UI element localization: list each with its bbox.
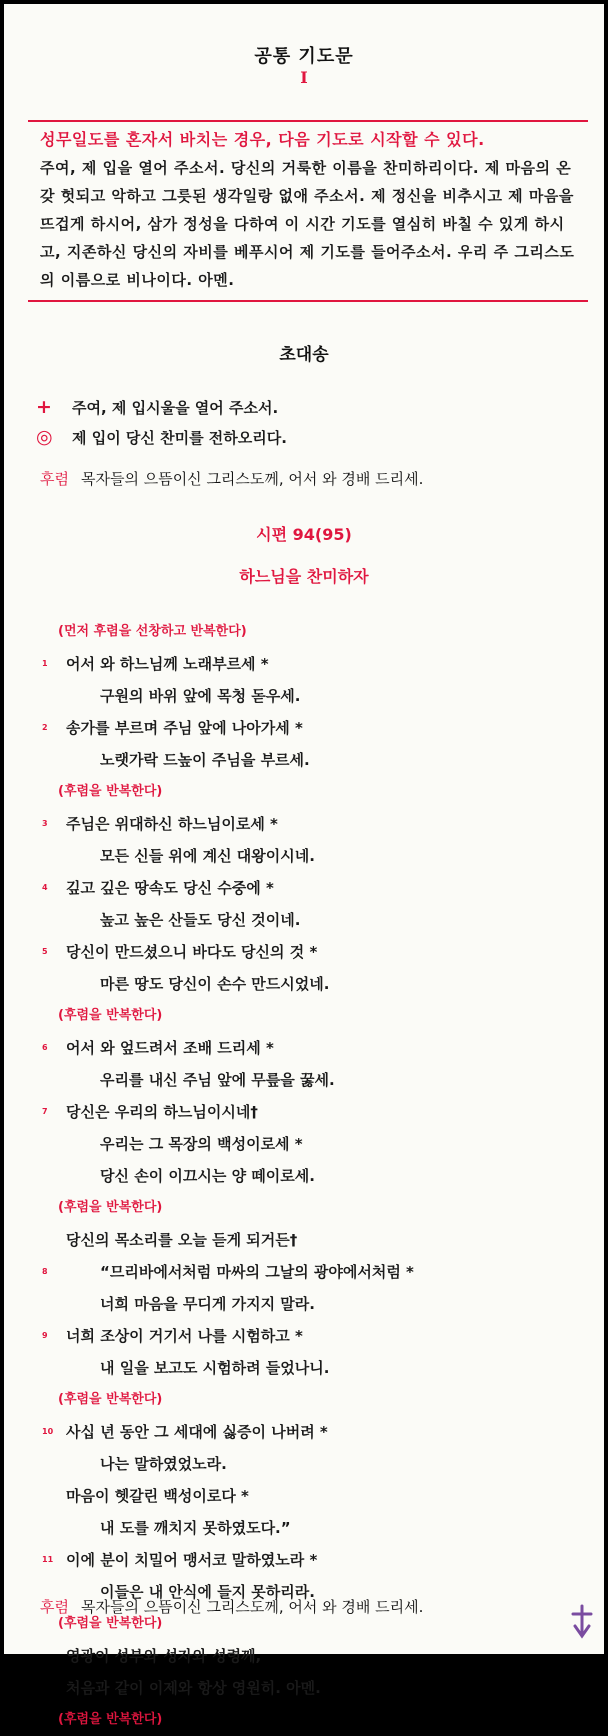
line-text: 당신의 목소리를 오늘 듣게 되거든† bbox=[66, 1231, 298, 1249]
psalm-line bbox=[40, 1416, 580, 1448]
section-numeral: I bbox=[300, 68, 308, 87]
line-text: 깊고 깊은 땅속도 당신 수중에 * bbox=[66, 879, 274, 897]
line-text: 당신이 만드셨으니 바다도 당신의 것 * bbox=[66, 943, 318, 961]
psalm-number: 시편 94(95) bbox=[256, 525, 352, 544]
response-line bbox=[36, 422, 287, 452]
psalm-line bbox=[40, 680, 580, 712]
verse-number: 10 bbox=[42, 1427, 54, 1436]
line-text: 우리는 그 목장의 백성이로세 * bbox=[100, 1135, 303, 1153]
psalm-line bbox=[40, 1320, 580, 1352]
line-text: 마른 땅도 당신이 손수 만드시었네. bbox=[100, 975, 330, 993]
repeat-rubric bbox=[40, 1192, 580, 1224]
line-text: 구원의 바위 앞에 목청 돋우세. bbox=[100, 687, 301, 705]
psalm-line bbox=[40, 1544, 580, 1576]
repeat-rubric bbox=[40, 1704, 580, 1736]
psalm-line bbox=[40, 1512, 580, 1544]
line-text: (후렴을 반복한다) bbox=[58, 1392, 163, 1407]
line-text: 영광이 성부와 성자와 성령께, bbox=[66, 1647, 262, 1665]
antiphon-text: 목자들의 으뜸이신 그리스도께, 어서 와 경배 드리세. bbox=[80, 1598, 424, 1616]
line-text: 당신 손이 이끄시는 양 떼이로세. bbox=[100, 1167, 315, 1185]
psalm-line bbox=[40, 1288, 580, 1320]
verse-number: 3 bbox=[42, 819, 48, 828]
response-circle-icon: ◎ bbox=[36, 426, 53, 448]
psalm-line bbox=[40, 1672, 580, 1704]
psalm-line bbox=[40, 872, 580, 904]
verse-number: 1 bbox=[42, 659, 48, 668]
line-text: 송가를 부르며 주님 앞에 나아가세 * bbox=[66, 719, 303, 737]
line-text: 모든 신들 위에 계신 대왕이시네. bbox=[100, 847, 315, 865]
antiphon-label: 후렴 bbox=[40, 470, 69, 488]
psalm-line bbox=[40, 968, 580, 1000]
psalm-line bbox=[40, 712, 580, 744]
psalm-line bbox=[40, 1032, 580, 1064]
page-title: 공통 기도문 bbox=[254, 46, 354, 67]
opening-prayer-box bbox=[28, 120, 588, 302]
line-text: 내 도를 깨치지 못하였도다.” bbox=[100, 1519, 291, 1537]
line-text: 높고 높은 산들도 당신 것이네. bbox=[100, 911, 301, 929]
antiphon bbox=[40, 468, 423, 489]
verse-number: 9 bbox=[42, 1331, 48, 1340]
psalm-line bbox=[40, 1128, 580, 1160]
psalm-line bbox=[40, 1640, 580, 1672]
psalm-body bbox=[40, 616, 580, 1736]
line-text: 노랫가락 드높이 주님을 부르세. bbox=[100, 751, 310, 769]
antiphon-label: 후렴 bbox=[40, 1598, 69, 1616]
versicle-text: 주여, 제 입시울을 열어 주소서. bbox=[72, 398, 279, 417]
cross-icon: + bbox=[36, 396, 52, 418]
line-text: 주님은 위대하신 하느님이로세 * bbox=[66, 815, 278, 833]
antiphon-text: 목자들의 으뜸이신 그리스도께, 어서 와 경배 드리세. bbox=[80, 470, 424, 488]
line-text: 너희 조상이 거기서 나를 시험하고 * bbox=[66, 1327, 303, 1345]
line-text: 마음이 헷갈린 백성이로다 * bbox=[66, 1487, 249, 1505]
verse-number: 5 bbox=[42, 947, 48, 956]
psalm-line bbox=[40, 1064, 580, 1096]
line-text: (후렴을 반복한다) bbox=[58, 1008, 163, 1023]
line-text: 너희 마음을 무디게 가지지 말라. bbox=[100, 1295, 315, 1313]
repeat-rubric bbox=[40, 1384, 580, 1416]
line-text: 내 일을 보고도 시험하려 들었나니. bbox=[100, 1359, 330, 1377]
line-text: “므리바에서처럼 마싸의 그날의 광야에서처럼 * bbox=[100, 1263, 414, 1281]
verse-number: 2 bbox=[42, 723, 48, 732]
line-text: 나는 말하였었노라. bbox=[100, 1455, 227, 1473]
prayer-page bbox=[4, 4, 604, 1727]
psalm-line bbox=[40, 1480, 580, 1512]
closing-antiphon bbox=[40, 1596, 423, 1617]
line-text: 어서 와 하느님께 노래부르세 * bbox=[66, 655, 269, 673]
psalm-line bbox=[40, 808, 580, 840]
psalm-line bbox=[40, 1448, 580, 1480]
line-text: 당신은 우리의 하느님이시네† bbox=[66, 1103, 258, 1121]
line-text: 우리를 내신 주님 앞에 무릎을 꿇세. bbox=[100, 1071, 335, 1089]
psalm-line bbox=[40, 1352, 580, 1384]
verse-number: 6 bbox=[42, 1043, 48, 1052]
psalm-line bbox=[40, 904, 580, 936]
line-text: 처음과 같이 이제와 항상 영원히. 아멘. bbox=[66, 1679, 321, 1697]
invitatory-heading: 초대송 bbox=[279, 345, 329, 365]
psalm-line bbox=[40, 936, 580, 968]
psalm-line bbox=[40, 1224, 580, 1256]
opening-instruction: 성무일도를 혼자서 바치는 경우, 다음 기도로 시작할 수 있다. bbox=[40, 130, 485, 149]
opening-prayer: 주여, 제 입을 열어 주소서. 당신의 거룩한 이름을 찬미하리이다. 제 마음의 온갖 헛되고 악하고 그릇된 생각일랑 없애 주소서. 제 정신을 비추시고 제 마음을 뜨겁게 하시어, 삼가 정성을 다하여 이 시간 기도를 열심히 바칠 수 있게 하시고, 지존하신 당신의 자비를 베푸시어 제 기도를 들어주소서. 우리 주 그리스도의 이름으로 비나이다. 아멘. bbox=[40, 159, 575, 289]
verse-number: 11 bbox=[42, 1555, 54, 1564]
line-text: (후렴을 반복한다) bbox=[58, 1616, 163, 1631]
invitatory-verses bbox=[36, 392, 287, 452]
line-text: 이들은 내 안식에 들지 못하리라. bbox=[100, 1583, 315, 1601]
verse-number: 7 bbox=[42, 1107, 48, 1116]
psalm-title: 하느님을 찬미하자 bbox=[239, 567, 369, 586]
psalm-line bbox=[40, 1096, 580, 1128]
line-text: (후렴을 반복한다) bbox=[58, 784, 163, 799]
repeat-rubric bbox=[40, 616, 580, 648]
repeat-rubric bbox=[40, 776, 580, 808]
psalm-line bbox=[40, 744, 580, 776]
monogram-logo-icon bbox=[565, 1602, 599, 1640]
line-text: 어서 와 엎드려서 조배 드리세 * bbox=[66, 1039, 274, 1057]
line-text: 사십 년 동안 그 세대에 싫증이 나버려 * bbox=[66, 1423, 328, 1441]
psalm-line bbox=[40, 1160, 580, 1192]
line-text: (후렴을 반복한다) bbox=[58, 1200, 163, 1215]
response-text: 제 입이 당신 찬미를 전하오리다. bbox=[72, 428, 287, 447]
line-text: (먼저 후렴을 선창하고 반복한다) bbox=[58, 624, 247, 639]
verse-number: 8 bbox=[42, 1267, 48, 1276]
psalm-line bbox=[40, 648, 580, 680]
repeat-rubric bbox=[40, 1000, 580, 1032]
line-text: (후렴을 반복한다) bbox=[58, 1712, 163, 1727]
line-text: 이에 분이 치밀어 맹서코 말하였노라 * bbox=[66, 1551, 318, 1569]
psalm-line bbox=[40, 1256, 580, 1288]
psalm-line bbox=[40, 840, 580, 872]
versicle-line bbox=[36, 392, 287, 422]
verse-number: 4 bbox=[42, 883, 48, 892]
